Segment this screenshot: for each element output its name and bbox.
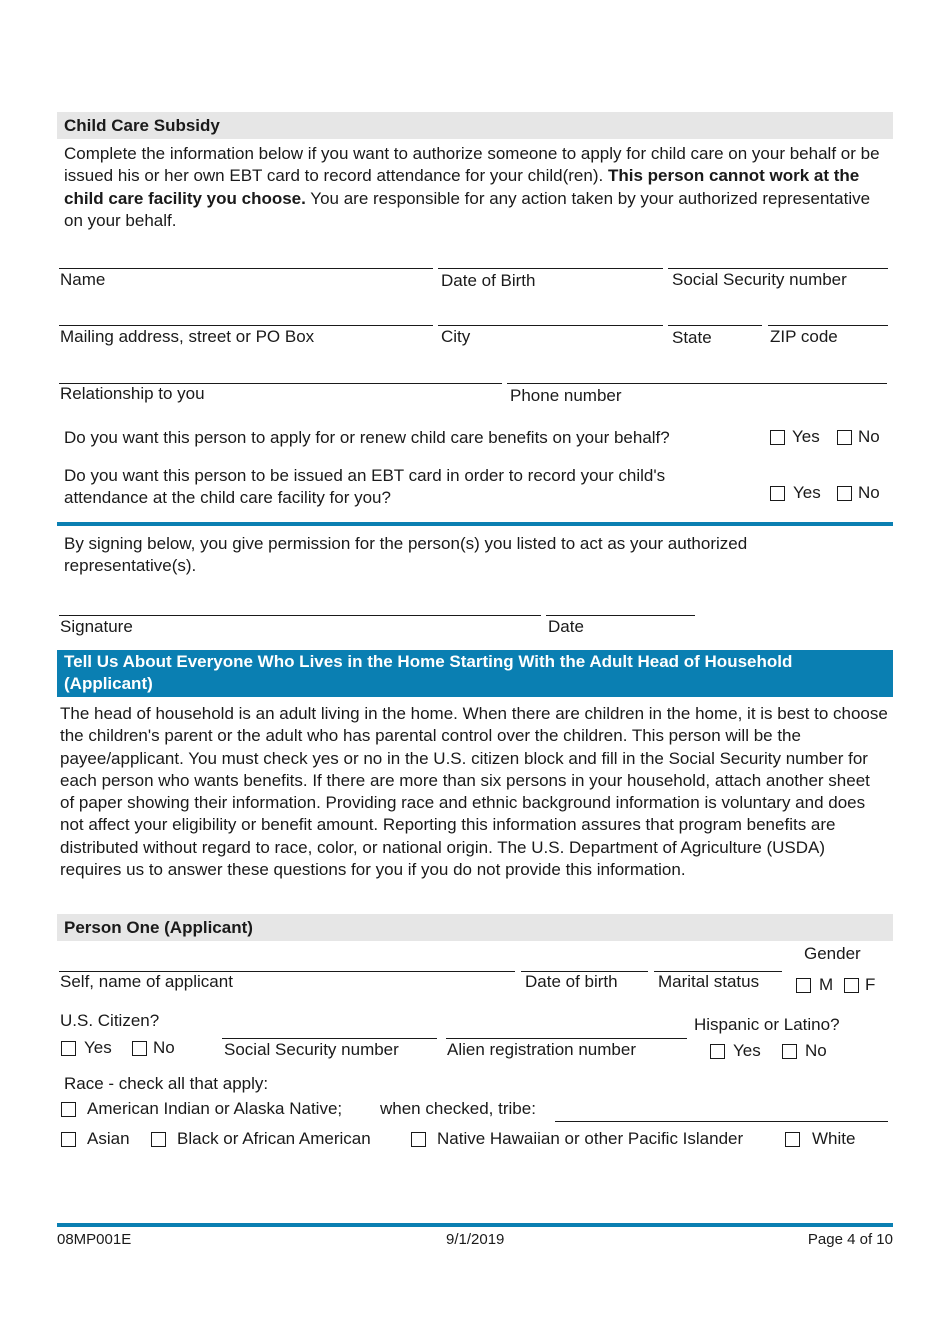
name-field[interactable] [59,268,433,269]
intro-text-2: You are responsible for any action taken by your authorized representative on your behalf. [64,188,871,230]
applicant-ssn-field[interactable] [222,1038,437,1039]
q2-no-checkbox[interactable] [837,486,852,501]
race-asian-label: Asian [87,1129,130,1148]
zip-label: ZIP code [770,327,838,346]
mailing-address-field[interactable] [59,325,433,326]
q1-no-label: No [858,427,880,446]
race-tribe-label: when checked, tribe: [380,1099,536,1118]
phone-label: Phone number [510,386,622,405]
gender-m-checkbox[interactable] [796,978,811,993]
citizen-yes-label: Yes [84,1038,112,1057]
page-number: Page 4 of 10 [807,1231,893,1248]
gender-f-label: F [865,975,876,994]
intro-text-bold: This person cannot work at the child care facility you choose. [64,166,860,208]
mailing-address-label: Mailing address, street or PO Box [60,327,315,346]
race-prompt: Race - check all that apply: [64,1074,269,1093]
state-field[interactable] [668,325,762,326]
alien-registration-label: Alien registration number [447,1040,636,1059]
form-id: 08MP001E [57,1231,132,1248]
child-care-intro [64,143,884,232]
race-white-checkbox[interactable] [785,1132,800,1147]
marital-status-label: Marital status [658,972,760,991]
citizen-yes-checkbox[interactable] [61,1041,76,1056]
gender-label: Gender [804,944,861,963]
section-divider [57,522,893,526]
phone-field[interactable] [507,383,887,384]
race-white-label: White [812,1129,856,1148]
form-date: 9/1/2019 [446,1231,505,1248]
q1-no-checkbox[interactable] [837,430,852,445]
gender-f-checkbox[interactable] [844,978,859,993]
tribe-field[interactable] [555,1121,888,1122]
hispanic-no-label: No [805,1041,827,1060]
race-nh-checkbox[interactable] [411,1132,426,1147]
race-black-checkbox[interactable] [151,1132,166,1147]
q2-yes-checkbox[interactable] [770,486,785,501]
city-field[interactable] [438,325,663,326]
hispanic-label: Hispanic or Latino? [694,1015,840,1034]
q1-yes-label: Yes [792,427,820,446]
ssn-label: Social Security number [672,270,847,289]
applicant-dob-label: Date of birth [525,972,618,991]
race-ai-label: American Indian or Alaska Native; [87,1099,343,1118]
ssn-field[interactable] [668,268,888,269]
applicant-name-label: Self, name of applicant [60,972,233,991]
race-nh-label: Native Hawaiian or other Pacific Islander [437,1129,744,1148]
dob-field[interactable] [438,268,663,269]
citizen-no-label: No [153,1038,175,1057]
race-ai-checkbox[interactable] [61,1102,76,1117]
relationship-label: Relationship to you [60,384,205,403]
q1-yes-checkbox[interactable] [770,430,785,445]
alien-registration-field[interactable] [446,1038,687,1039]
q2-yes-label: Yes [793,483,821,502]
name-label: Name [60,270,106,289]
permission-text: By signing below, you give permission for the person(s) you listed to act as your authorized representative(s). [64,534,748,576]
dob-label: Date of Birth [441,271,536,290]
household-instructions: The head of household is an adult living in the home. When there are children in the home, it is best to choose the children's parent or the adult who has parental control over the children. This person will be the payee/applicant. You must check yes or no in the U.S. citizen block and fill in the Social Security number for each person who wants benefits. If there are more than six persons in your household, attach another sheet of paper showing their information. Providing race and ethnic background information is voluntary and does not affect your eligibility or benefit amount. Reporting this information assures that program benefits are distributed without regard to race, color, or national origin. The U.S. Department of Agriculture (USDA) requires us to answer these questions for you if you do not provide this information. [60,704,888,880]
race-black-label: Black or African American [177,1129,371,1148]
hispanic-no-checkbox[interactable] [782,1044,797,1059]
question-ebt-card: Do you want this person to be issued an EBT card in order to record your child's attendance at the child care facility for you? [64,466,666,508]
city-label: City [441,327,471,346]
household-heading: Tell Us About Everyone Who Lives in the Home Starting With the Adult Head of Household (Applicant) [64,652,793,693]
signature-date-label: Date [548,617,584,636]
gender-m-label: M [819,975,834,994]
hispanic-yes-label: Yes [733,1041,761,1060]
footer-rule [57,1223,893,1227]
citizen-no-checkbox[interactable] [132,1041,147,1056]
household-header-bar [57,650,893,697]
state-label: State [672,328,712,347]
us-citizen-label: U.S. Citizen? [60,1011,160,1030]
child-care-heading: Child Care Subsidy [64,116,220,135]
hispanic-yes-checkbox[interactable] [710,1044,725,1059]
person-one-heading: Person One (Applicant) [64,918,253,937]
signature-field[interactable] [59,615,541,616]
question-apply-renew: Do you want this person to apply for or renew child care benefits on your behalf? [64,428,670,447]
zip-field[interactable] [768,325,888,326]
intro-text-1: Complete the information below if you want to authorize someone to apply for child care on your behalf or be issued his or her own EBT card to record attendance for your child(ren). [64,144,880,186]
signature-date-field[interactable] [546,615,695,616]
applicant-ssn-label: Social Security number [224,1040,399,1059]
q2-no-label: No [858,483,880,502]
signature-label: Signature [60,617,133,636]
race-asian-checkbox[interactable] [61,1132,76,1147]
